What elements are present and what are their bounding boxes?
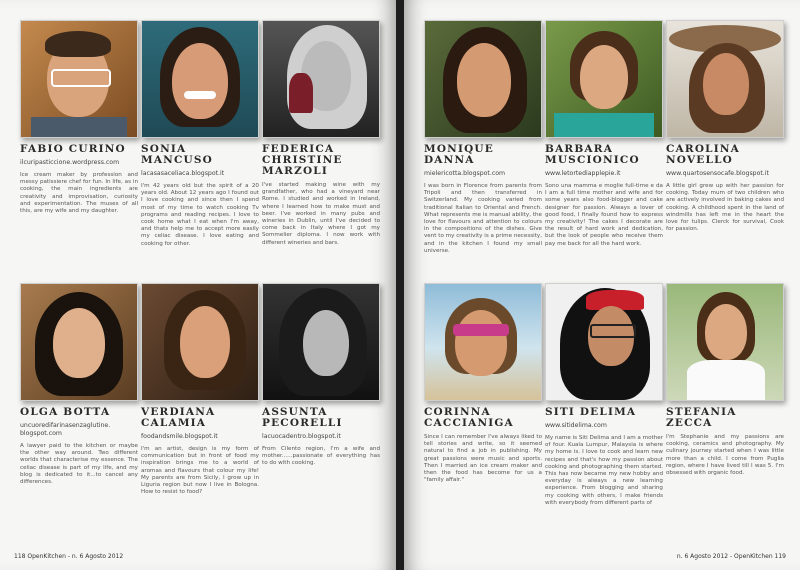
portrait-photo [545, 20, 663, 138]
person-bio: Since I can remember I've always liked to tell stories and write, so it seemed natural to find a job in publishing. My great passions were music and sports. Then I married an ice cream maker and then the food has become for us a "family affair." [424, 434, 542, 484]
person-name: OLGA BOTTA [20, 406, 111, 418]
profile-card-carolina [666, 20, 784, 233]
portrait-photo [424, 283, 542, 401]
profile-card-fabio [20, 20, 138, 215]
profile-card-federica [262, 20, 380, 247]
profile-card-siti [545, 283, 663, 507]
person-bio: I'm 42 years old but the spirit of a 20 years old. About 12 years ago I found out I love cooking and since then I spend most of my time to watch cooking Tv programs and reading recipes. I love to cook home what I eat when I'm away, and thats help me to accept more easily my celiac disease. I love eating and cooking for other. [141, 183, 259, 247]
blog-url-text[interactable]: uncuoredifarinasenzaglutine. blogspot.com [20, 422, 111, 437]
person-name: FEDERICA CHRISTINE MARZOLI [262, 143, 343, 177]
person-name: MONIQUE DANNA [424, 143, 494, 166]
blog-url[interactable]: www.letortediapplepie.it [545, 170, 621, 177]
profile-card-assunta [262, 283, 380, 468]
page-footer-right: n. 6 Agosto 2012 - OpenKitchen 119 [676, 553, 786, 560]
person-name: CAROLINA NOVELLO [666, 143, 741, 166]
blog-url[interactable]: www.quartosensocafe.blogspot.it [666, 170, 769, 177]
portrait-photo [666, 283, 784, 401]
book-gutter [396, 0, 404, 570]
blog-url-text[interactable]: lacuocadentro.blogspot.it [262, 433, 341, 440]
profile-card-olga [20, 283, 138, 486]
blog-url[interactable] [545, 422, 663, 430]
profile-card-verdiana [141, 283, 259, 496]
portrait-photo [262, 20, 380, 138]
blog-url[interactable] [20, 422, 138, 438]
profile-card-monique [424, 20, 542, 255]
page-footer-left: 118 OpenKitchen - n. 6 Agosto 2012 [14, 553, 124, 560]
person-name: BARBARA MUSCIONICO [545, 143, 640, 166]
person-name: SONIA MANCUSO [141, 143, 214, 166]
right-page [404, 0, 800, 570]
person-bio: My name is Siti Delima and I am a mother of four. Kuala Lumpur, Malaysia is where my home is. I love to cook and learn new recipes and that's how my passion about cooking and photographing them started. This has now became my new hobby and everyday is always a new learning experience. From blogging and sharing my cooking with others, I make friends with everybody from different parts of [545, 435, 663, 506]
person-bio: I'm an artist, design is my form of communication but in front of food my inspiration brings me to a world of aromas and flavours that colour my life! My parents are from Sicily, I grow up in Liguria region but now I live in Bologna. How to resist to food? [141, 446, 259, 496]
person-bio: From Cilento region, I'm a wife and mother......passionate of everything has to do with cooking. [262, 446, 380, 467]
person-name: FABIO CURINO [20, 143, 126, 155]
person-bio: I was born in Florence from parents from Tripoli and then transferred in Switzerland. My cooking varied from traditional Italian to Oriental and French. What represents me is manual ability, the love for flavours and attention to colours in the compositions of the dishes. Give vent to my creativity is a prime necessity, and in the kitchen I found my small universe. [424, 183, 542, 254]
blog-url[interactable] [141, 433, 259, 441]
portrait-photo [424, 20, 542, 138]
blog-url-text[interactable]: www.sitidelima.com [545, 422, 607, 429]
blog-url[interactable]: mielericotta.blogspot.com [424, 170, 506, 177]
profile-card-stefania [666, 283, 784, 477]
blog-url[interactable]: ilcuripasticcione.wordpress.com [20, 159, 120, 166]
person-name: CORINNA CACCIANIGA [424, 406, 514, 429]
blog-url[interactable] [262, 433, 380, 441]
portrait-photo [141, 20, 259, 138]
left-page [0, 0, 396, 570]
person-bio: Ice cream maker by profession and messy patissiere chef for fun. In life, as in cooking, the main ingredients are creativity and improvisation, curiosity and experimentation. The muses of all this, are my wife and my daughter. [20, 172, 138, 215]
blog-url-text[interactable]: foodandsmile.blogspot.it [141, 433, 218, 440]
portrait-photo [20, 20, 138, 138]
person-name: ASSUNTA PECORELLI [262, 406, 343, 429]
person-bio: Sono una mamma e moglie full-time e da I am a full time mother and wife and for some years also food-blogger and cake designer for passion. Always a lover of good food, I finally found how to express my creativity! The cakes I decorate are the result of hard work and dedication, but the look of people who receive them pay me back for all the hard work. [545, 183, 663, 247]
person-bio: A lawyer paid to the kitchen or maybe the other way around. Two different worlds that characterise my essence. The celiac disease is part of my life, and my blog is dedicated to it...to cancel any differences. [20, 443, 138, 486]
portrait-photo [545, 283, 663, 401]
person-bio: I'm Stephanie and my passions are cooking, ceramics and photography. My culinary journey started when I was little more than a child. I come from Puglia region, where I have lived till I was 5. I'm obsessed with organic food. [666, 434, 784, 477]
person-name: SITI DELIMA [545, 406, 637, 418]
person-bio: I've started making wine with my grandfather, who had a vineyard near Rome. I studied and worked in Ireland, where I learned how to make must and beer. I've worked in many pubs and wineries in Dublin, until I've decided to come back in Italy where I got my Sommelier diploma. I now work with different wineries and bars. [262, 182, 380, 246]
portrait-photo [262, 283, 380, 401]
portrait-photo [666, 20, 784, 138]
person-name: VERDIANA CALAMIA [141, 406, 216, 429]
blog-url[interactable]: lacasasaceliaca.blogspot.it [141, 170, 225, 177]
profile-card-barbara [545, 20, 663, 248]
person-name: STEFANIA ZECCA [666, 406, 737, 429]
profile-card-corinna [424, 283, 542, 484]
portrait-photo [20, 283, 138, 401]
person-bio: A little girl grew up with her passion for cooking. Today mum of two children who are actively involved in baking cakes and cooking. A childhood spent in the land of windmills has left me in the heart the love for tulips. Clerck for survival, Cook for passion. [666, 183, 784, 233]
portrait-photo [141, 283, 259, 401]
profile-card-sonia [141, 20, 259, 248]
